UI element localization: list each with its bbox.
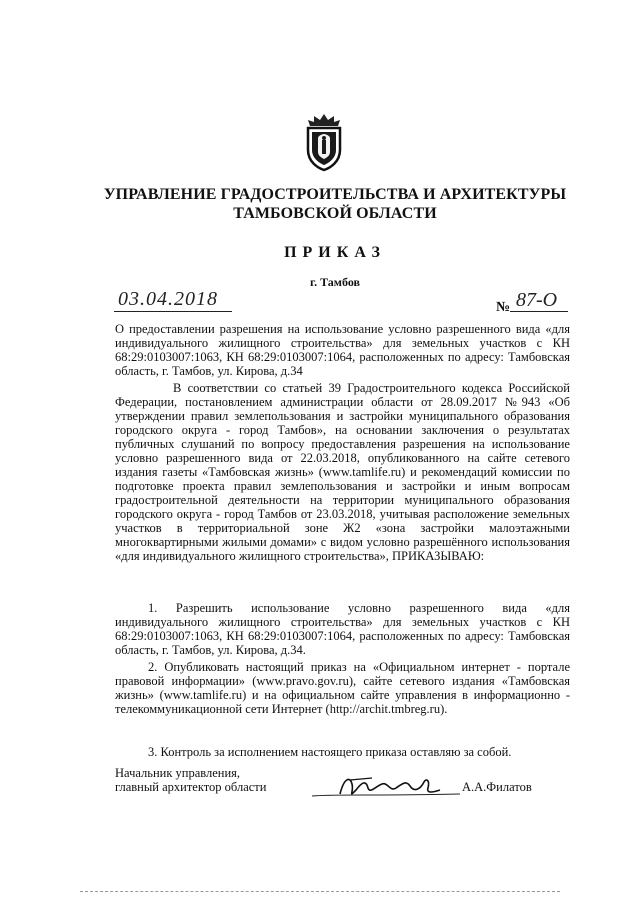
handwritten-date: 03.04.2018 [118, 288, 218, 310]
signatory-name: А.А.Филатов [462, 780, 532, 794]
document-subject: О предоставлении разрешения на использование условно разрешенного вида «для индивидуального жилищного строительства» для земельных участков с КН 68:29:0103007:1063, КН 68:29:0103007:1064, расположенных по адресу: Тамбовская область, г. Тамбов, ул. Кирова, д.34 [115, 322, 570, 378]
organization-name-line2: ТАМБОВСКОЙ ОБЛАСТИ [233, 205, 437, 222]
signatory-title-line1: Начальник управления, [115, 766, 241, 780]
document-city: г. Тамбов [310, 275, 360, 289]
order-item-2: 2. Опубликовать настоящий приказ на «Официальном интернет - портале правовой информации» (www.pravo.gov.ru), сайте сетевого издания «Тамбовская жизнь» (www.tamlife.ru) и на официальном сайте управления в информационно - телекоммуникационной сети Интернет (http://archit.tmbreg.ru). [115, 660, 570, 716]
document-type: ПРИКАЗ [284, 244, 386, 261]
signatory-title-line2: главный архитектор области [115, 780, 267, 794]
date-underline [114, 311, 232, 312]
coat-of-arms-icon [300, 112, 348, 172]
handwritten-signature [310, 772, 460, 802]
order-item-3: 3. Контроль за исполнением настоящего приказа оставляю за собой. [148, 745, 512, 759]
number-label: № [496, 300, 511, 315]
organization-name-line1: УПРАВЛЕНИЕ ГРАДОСТРОИТЕЛЬСТВА И АРХИТЕКТУРЫ [103, 186, 567, 203]
scan-edge-marks [80, 891, 560, 894]
preamble-paragraph: В соответствии со статьей 39 Градостроительного кодекса Российской Федерации, постановлением администрации области от 28.09.2017 №943 «Об утверждении правил землепользования и застройки муниципального образования городского округа - город Тамбов», на основании заключения о результатах публичных слушаний по вопросу предоставления разрешения на использование условно разрешенного вида от 22.03.2018, опубликованного на сайте сетевого издания газеты «Тамбовская жизнь» (www.tamlife.ru) и рекомендаций комиссии по подготовке проекта правил землепользования и застройки и иным вопросам градостроительной деятельности на территории муниципального образования городского округа - город Тамбов от 23.03.2018, учитывая расположение земельных участков в территориальной зоне Ж2 «зона застройки малоэтажными многоквартирными жилыми домами» с видом условно разрешённого использования «для индивидуального жилищного строительства», ПРИКАЗЫВАЮ: [115, 381, 570, 563]
order-item-1: 1. Разрешить использование условно разрешенного вида «для индивидуального жилищного строительства» для земельных участков с КН 68:29:0103007:1063, КН 68:29:0103007:1064, расположенных по адресу: Тамбовская область, г. Тамбов, ул. Кирова, д.34. [115, 601, 570, 657]
handwritten-number: 87-О [516, 289, 558, 311]
number-underline [510, 311, 568, 312]
